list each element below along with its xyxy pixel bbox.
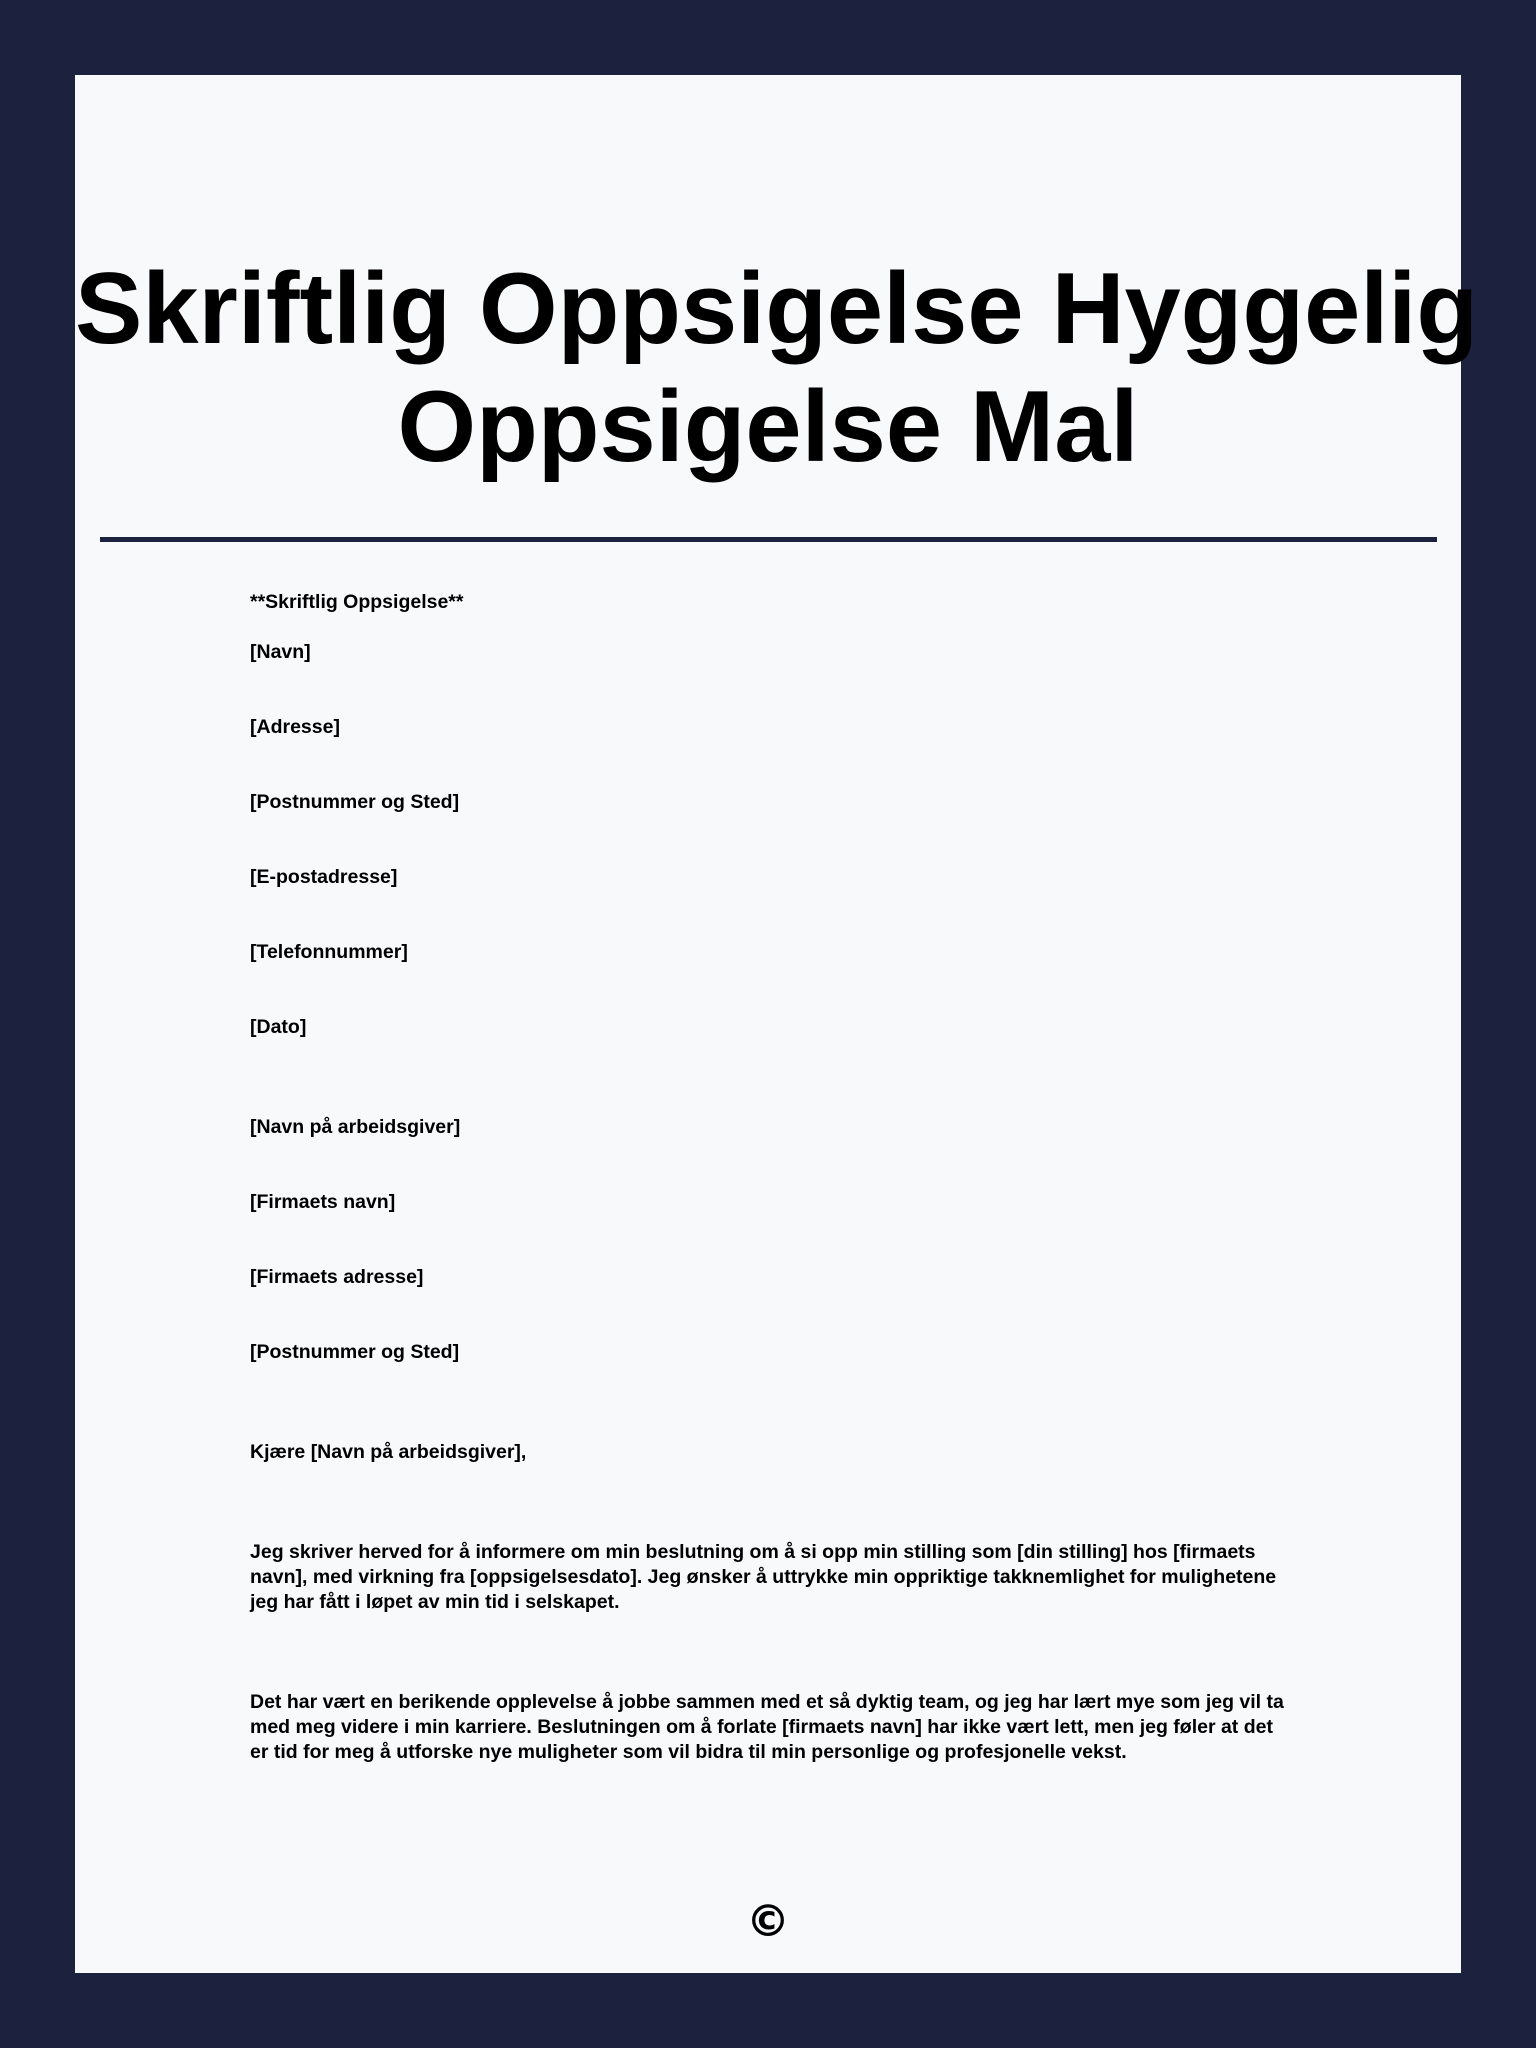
sender-name: [Navn] xyxy=(250,641,311,663)
sender-address: [Adresse] xyxy=(250,716,340,738)
copyright-icon: © xyxy=(746,1896,790,1947)
sender-phone: [Telefonnummer] xyxy=(250,941,408,963)
page-title-line-2: Oppsigelse Mal xyxy=(397,371,1139,483)
salutation: Kjære [Navn på arbeidsgiver], xyxy=(250,1441,527,1463)
recipient-employer-name: [Navn på arbeidsgiver] xyxy=(250,1116,461,1138)
title-divider xyxy=(100,537,1437,542)
recipient-company-name: [Firmaets navn] xyxy=(250,1191,396,1213)
recipient-postal: [Postnummer og Sted] xyxy=(250,1341,460,1363)
letter-heading: **Skriftlig Oppsigelse** xyxy=(250,591,464,613)
page-title-line-1: Skriftlig Oppsigelse Hyggelig xyxy=(75,253,1479,365)
sender-email: [E-postadresse] xyxy=(250,866,398,888)
page-title xyxy=(75,250,1479,486)
letter-date: [Dato] xyxy=(250,1016,307,1038)
paragraph-2: Det har vært en berikende opplevelse å jobbe sammen med et så dyktig team, og jeg har lært mye som jeg vil ta med meg videre i min karriere. Beslutningen om å forlate [firmaets navn] har ikke vært lett, men jeg føler at det er tid for meg å utforske nye muligheter som vil bidra til min personlige og profesjonelle vekst. xyxy=(250,1691,1284,1763)
paragraph-1: Jeg skriver herved for å informere om min beslutning om å si opp min stilling som [din stilling] hos [firmaets navn], med virkning fra [oppsigelsesdato]. Jeg ønsker å uttrykke min oppriktige takknemlighet for mulighetene jeg har fått i løpet av min tid i selskapet. xyxy=(250,1541,1277,1613)
sender-postal: [Postnummer og Sted] xyxy=(250,791,460,813)
document-page xyxy=(75,75,1479,1973)
recipient-company-address: [Firmaets adresse] xyxy=(250,1266,424,1288)
